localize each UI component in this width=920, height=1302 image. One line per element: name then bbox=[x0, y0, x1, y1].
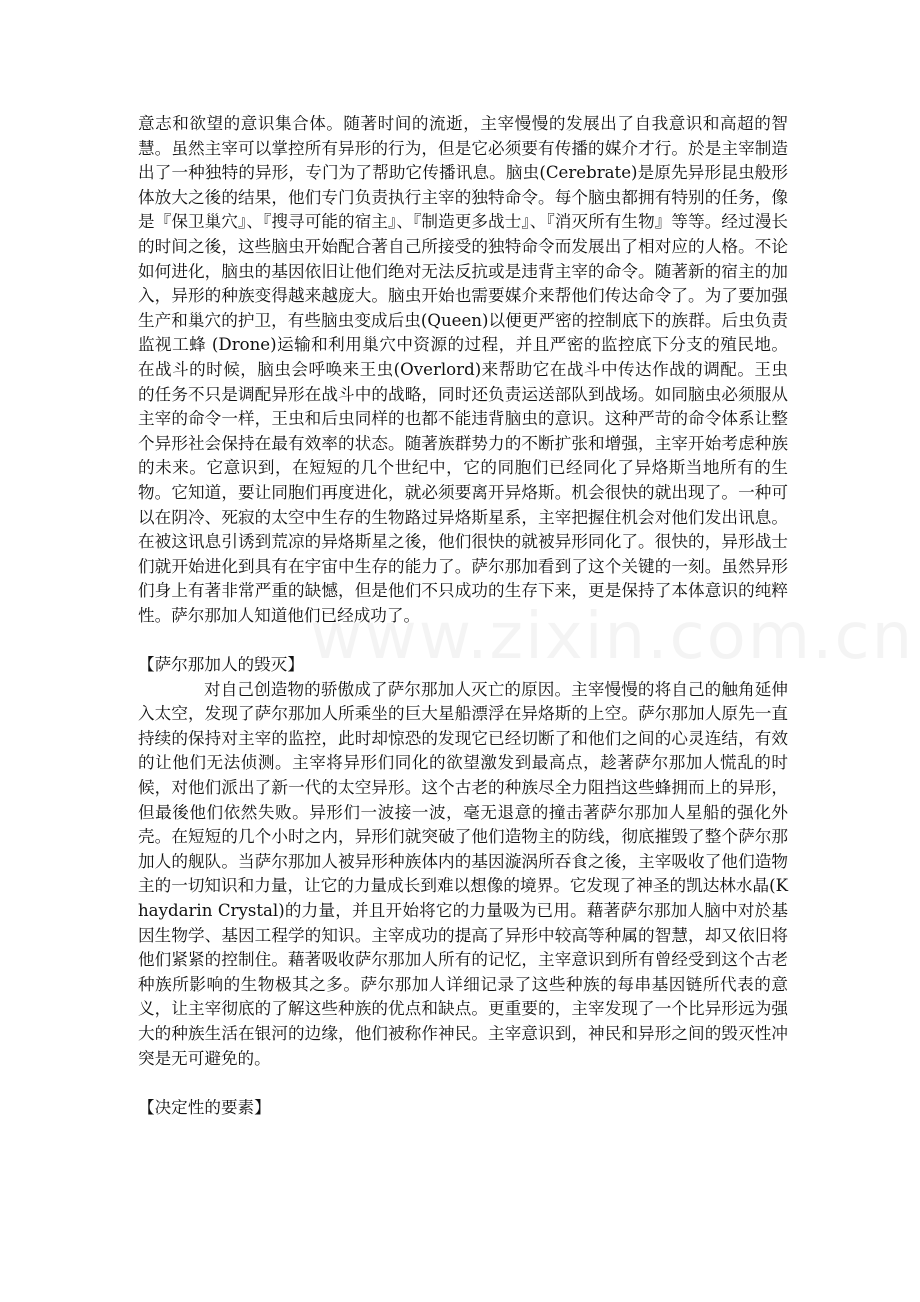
paragraph-2: 对自己创造物的骄傲成了萨尔那加人灭亡的原因。主宰慢慢的将自己的触角延伸入太空，发现了萨尔那加人所乘坐的巨大星船漂浮在异烙斯的上空。萨尔那加人原先一直持续的保持对主宰的监控，此时却惊恐的发现它已经切断了和他们之间的心灵连结，有效的让他们无法侦测。主宰将异形们同化的欲望激发到最高点，趁著萨尔那加人慌乱的时候，对他们派出了新一代的太空异形。这个古老的种族尽全力阻挡这些蜂拥而上的异形，但最後他们依然失败。异形们一波接一波，毫无退意的撞击著萨尔那加人星船的强化外壳。在短短的几个小时之内，异形们就突破了他们造物主的防线，彻底摧毁了整个萨尔那加人的舰队。当萨尔那加人被异形种族体内的基因漩涡所吞食之後，主宰吸收了他们造物主的一切知识和力量，让它的力量成长到难以想像的境界。它发现了神圣的凯达林水晶(Khaydarin Crystal)的力量，并且开始将它的力量吸为已用。藉著萨尔那加人脑中对於基因生物学、基因工程学的知识。主宰成功的提高了异形中较高等种属的智慧，却又依旧将他们紧紧的控制住。藉著吸收萨尔那加人所有的记忆，主宰意识到所有曾经受到这个古老种族所影响的生物极其之多。萨尔那加人详细记录了这些种族的每串基因链所代表的意义，让主宰彻底的了解这些种族的优点和缺点。更重要的，主宰发现了一个比异形远为强大的种族生活在银河的边缘，他们被称作神民。主宰意识到，神民和异形之间的毁灭性冲突是无可避免的。 bbox=[138, 679, 788, 1068]
section-heading-destruction: 【萨尔那加人的毁灭】 bbox=[138, 655, 304, 675]
paragraph-1: 意志和欲望的意识集合体。随著时间的流逝，主宰慢慢的发展出了自我意识和高超的智慧。虽然主宰可以掌控所有异形的行为，但是它必须要有传播的媒介才行。於是主宰制造出了一种独特的异形，专门为了帮助它传播讯息。脑虫(Cerebrate)是原先异形昆虫般形体放大之後的结果，他们专门负责执行主宰的独特命令。每个脑虫都拥有特别的任务，像是『保卫巢穴』、『搜寻可能的宿主』、『制造更多战士』、『消灭所有生物』等等。经过漫长的时间之後，这些脑虫开始配合著自己所接受的独特命令而发展出了相对应的人格。不论如何进化，脑虫的基因依旧让他们绝对无法反抗或是违背主宰的命令。随著新的宿主的加入，异形的种族变得越来越庞大。脑虫开始也需要媒介来帮他们传达命令了。为了要加强生产和巢穴的护卫，有些脑虫变成后虫(Queen)以便更严密的控制底下的族群。后虫负责监视工蜂 (Drone)运输和利用巢穴中资源的过程，并且严密的监控底下分支的殖民地。在战斗的时候，脑虫会呼唤来王虫(Overlord)来帮助它在战斗中传达作战的调配。王虫的任务不只是调配异形在战斗中的战略，同时还负责运送部队到战场。如同脑虫必须服从主宰的命令一样，王虫和后虫同样的也都不能违背脑虫的意识。这种严苛的命令体系让整个异形社会保持在最有效率的状态。随著族群势力的不断扩张和增强，主宰开始考虑种族的未来。它意识到，在短短的几个世纪中，它的同胞们已经同化了异烙斯当地所有的生物。它知道，要让同胞们再度进化，就必须要离开异烙斯。机会很快的就出现了。一种可以在阴冷、死寂的太空中生存的生物路过异烙斯星系，主宰把握住机会对他们发出讯息。在被这讯息引诱到荒凉的异烙斯星之後，他们很快的就被异形同化了。很快的，异形战士们就开始进化到具有在宇宙中生存的能力了。萨尔那加看到了这个关键的一刻。虽然异形们身上有著非常严重的缺憾，但是他们不只成功的生存下来，更是保持了本体意识的纯粹性。萨尔那加人知道他们已经成功了。 bbox=[138, 114, 788, 625]
document-body bbox=[138, 112, 788, 1120]
section-heading-decisive-factor: 【决定性的要素】 bbox=[138, 1097, 271, 1117]
